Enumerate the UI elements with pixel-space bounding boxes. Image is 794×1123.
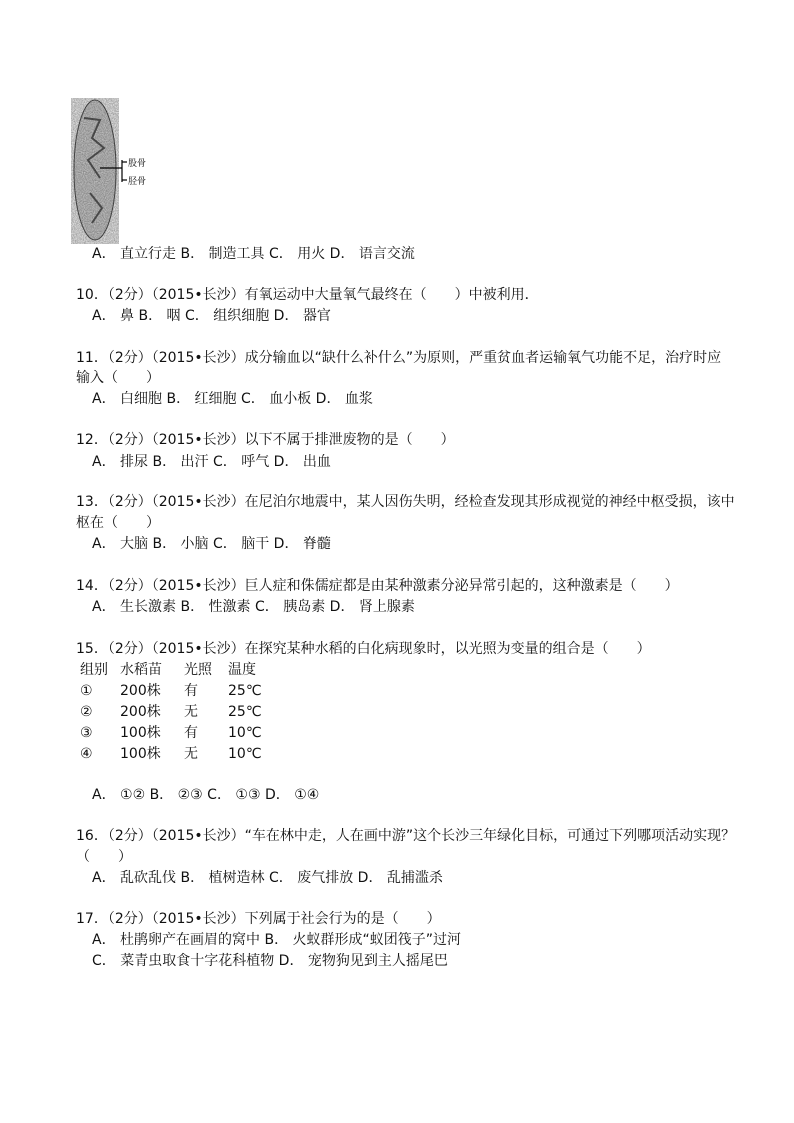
cell-group: ③ (80, 725, 93, 741)
cell-light: 有 (184, 683, 198, 699)
q10-stem: 10．（2分）（2015•长沙）有氧运动中大量氧气最终在（ ）中被利用． (76, 287, 539, 303)
cell-temperature: 25℃ (228, 683, 262, 699)
q11-stem-cont: 输入（ ） (76, 370, 160, 386)
q16-stem: 16．（2分）（2015•长沙）“车在林中走，人在画中游”这个长沙三年绿化目标，可通过下列哪项活动实现？ (76, 828, 736, 844)
table-row (80, 724, 288, 745)
leg-bone-figure (70, 98, 170, 244)
label-tibia: 胫骨 (128, 177, 147, 187)
q10-options: A． 鼻 B． 咽 C． 组织细胞 D． 器官 (92, 308, 331, 324)
header-seedlings: 水稻苗 (120, 662, 162, 678)
cell-temperature: 25℃ (228, 704, 262, 720)
q14-options: A． 生长激素 B． 性激素 C． 胰岛素 D． 肾上腺素 (92, 599, 415, 615)
header-group: 组别 (80, 662, 108, 678)
q17-stem: 17．（2分）（2015•长沙）下列属于社会行为的是（ ） (76, 911, 441, 927)
q11-stem: 11．（2分）（2015•长沙）成分输血以“缺什么补什么”为原则，严重贫血者运输氧气功能不足，治疗时应 (76, 350, 722, 366)
label-femur: 股骨 (128, 159, 147, 169)
q14-stem: 14．（2分）（2015•长沙）巨人症和侏儒症都是由某种激素分泌异常引起的，这种激素是（ ） (76, 578, 679, 594)
cell-light: 无 (184, 704, 198, 720)
q16-options: A． 乱砍乱伐 B． 植树造林 C． 废气排放 D． 乱捕滥杀 (92, 870, 443, 886)
cell-group: ① (80, 683, 93, 699)
q11-options: A． 白细胞 B． 红细胞 C． 血小板 D． 血浆 (92, 391, 373, 407)
cell-seedlings: 100株 (120, 746, 161, 762)
table-header (80, 661, 288, 682)
header-light: 光照 (184, 662, 212, 678)
q12-options: A． 排尿 B． 出汗 C． 呼气 D． 出血 (92, 454, 331, 470)
q16-stem-cont: （ ） (76, 849, 132, 865)
q15-table (80, 661, 288, 766)
q9-options: A． 直立行走 B． 制造工具 C． 用火 D． 语言交流 (92, 246, 415, 262)
cell-temperature: 10℃ (228, 746, 262, 762)
q13-stem-cont: 枢在（ ） (76, 515, 160, 531)
table-row (80, 703, 288, 724)
table-row (80, 745, 288, 766)
cell-group: ② (80, 704, 93, 720)
q15-stem: 15．（2分）（2015•长沙）在探究某种水稻的白化病现象时，以光照为变量的组合是（ ） (76, 641, 651, 657)
cell-group: ④ (80, 746, 93, 762)
table-row (80, 682, 288, 703)
header-temperature: 温度 (228, 662, 256, 678)
q13-stem: 13．（2分）（2015•长沙）在尼泊尔地震中，某人因伤失明，经检查发现其形成视觉的神经中枢受损，该中 (76, 494, 735, 510)
cell-seedlings: 200株 (120, 704, 161, 720)
cell-seedlings: 200株 (120, 683, 161, 699)
q17-options-row1: A． 杜鹃卵产在画眉的窝中 B． 火蚁群形成“蚁团筏子”过河 (92, 932, 462, 948)
q17-options-row2: C． 菜青虫取食十字花科植物 D． 宠物狗见到主人摇尾巴 (92, 953, 448, 969)
cell-seedlings: 100株 (120, 725, 161, 741)
q12-stem: 12．（2分）（2015•长沙）以下不属于排泄废物的是（ ） (76, 432, 455, 448)
q13-options: A． 大脑 B． 小脑 C． 脑干 D． 脊髓 (92, 536, 331, 552)
cell-light: 无 (184, 746, 198, 762)
cell-temperature: 10℃ (228, 725, 262, 741)
cell-light: 有 (184, 725, 198, 741)
q15-options: A． ①② B． ②③ C． ①③ D． ①④ (92, 787, 320, 803)
